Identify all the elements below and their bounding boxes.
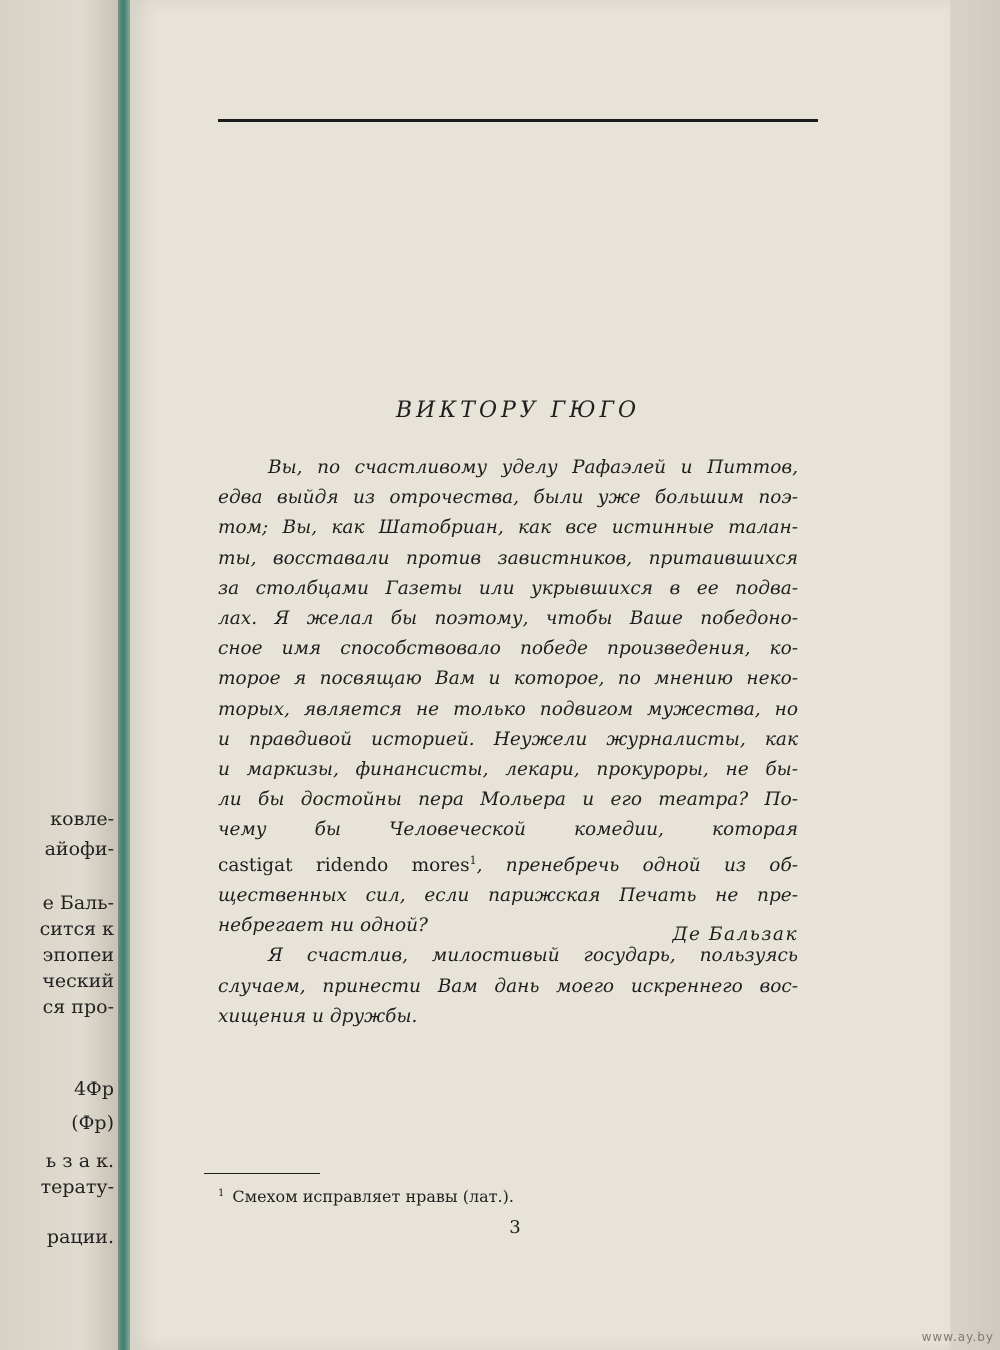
signature: Де Бальзак bbox=[672, 924, 798, 945]
left-page-fragment: ся про- bbox=[42, 996, 114, 1018]
dedication-body bbox=[218, 453, 798, 1032]
footnote-number: 1 bbox=[218, 1187, 225, 1199]
latin-phrase: castigat ridendo mores bbox=[218, 854, 470, 876]
body-line: небрегает ни одной? bbox=[218, 915, 428, 937]
footnote-rule bbox=[204, 1173, 320, 1174]
left-page-edge bbox=[0, 0, 118, 1350]
body-line: торых, является не только подвигом мужества, но bbox=[218, 698, 798, 720]
footnote bbox=[218, 1187, 514, 1206]
left-page-fragment: айофи- bbox=[44, 838, 114, 860]
left-page-fragment: 4Фр bbox=[73, 1078, 114, 1100]
body-line-tail: , пренебречь одной из об- bbox=[476, 854, 798, 876]
body-line: торое я посвящаю Вам и которое, по мнению неко- bbox=[218, 668, 798, 690]
body-line: лах. Я желал бы поэтому, чтобы Ваше победоно- bbox=[218, 608, 798, 630]
body-line: ты, восставали против завистников, притаившихся bbox=[218, 547, 798, 569]
body-line: сное имя способствовало победе произведения, ко- bbox=[218, 638, 798, 660]
body-line: чему бы Человеческой комедии, которая bbox=[218, 819, 798, 841]
table-surface bbox=[950, 0, 1000, 1350]
left-page-fragment: эпопеи bbox=[42, 944, 114, 966]
footnote-marker: 1 bbox=[469, 853, 477, 867]
body-line: и правдивой историей. Неужели журналисты, как bbox=[218, 728, 798, 750]
left-page-fragment: кoвле- bbox=[50, 808, 114, 830]
left-page-fragment: (Фр) bbox=[71, 1112, 114, 1134]
left-page-fragment: сится к bbox=[39, 918, 114, 940]
left-page-fragment: е Баль- bbox=[42, 892, 114, 914]
left-page-fragment: ь з а к. bbox=[45, 1150, 114, 1172]
body-line: случаем, принести Вам дань моего искреннего вос- bbox=[218, 975, 798, 997]
header-rule bbox=[218, 119, 818, 122]
body-line: Я счастлив, милостивый государь, пользуясь bbox=[268, 945, 798, 967]
body-line: и маркизы, финансисты, лекари, прокуроры, не бы- bbox=[218, 759, 798, 781]
watermark: www.ay.by bbox=[921, 1330, 994, 1344]
body-line-footnoted bbox=[218, 846, 798, 881]
body-line: едва выйдя из отрочества, были уже большим поэ- bbox=[218, 487, 798, 509]
body-line: Вы, по счастливому уделу Рафаэлей и Питтов, bbox=[268, 457, 798, 478]
body-line: за столбцами Газеты или укрывшихся в ее подва- bbox=[218, 577, 798, 599]
left-page-fragment: терату- bbox=[40, 1176, 114, 1198]
dedication-heading: ВИКТОРУ ГЮГО bbox=[395, 398, 641, 423]
left-page-fragment: ческий bbox=[42, 970, 114, 992]
body-line: хищения и дружбы. bbox=[218, 1005, 418, 1027]
page-number: 3 bbox=[509, 1217, 521, 1238]
body-line: ли бы достойны пера Мольера и его театра? По- bbox=[218, 789, 798, 811]
body-line: том; Вы, как Шатобриан, как все истинные талан- bbox=[218, 517, 798, 539]
body-line: щественных сил, если парижская Печать не пре- bbox=[218, 885, 798, 906]
left-page-fragment: рации. bbox=[46, 1226, 114, 1248]
footnote-text: Смехом исправляет нравы (лат.). bbox=[232, 1187, 514, 1206]
